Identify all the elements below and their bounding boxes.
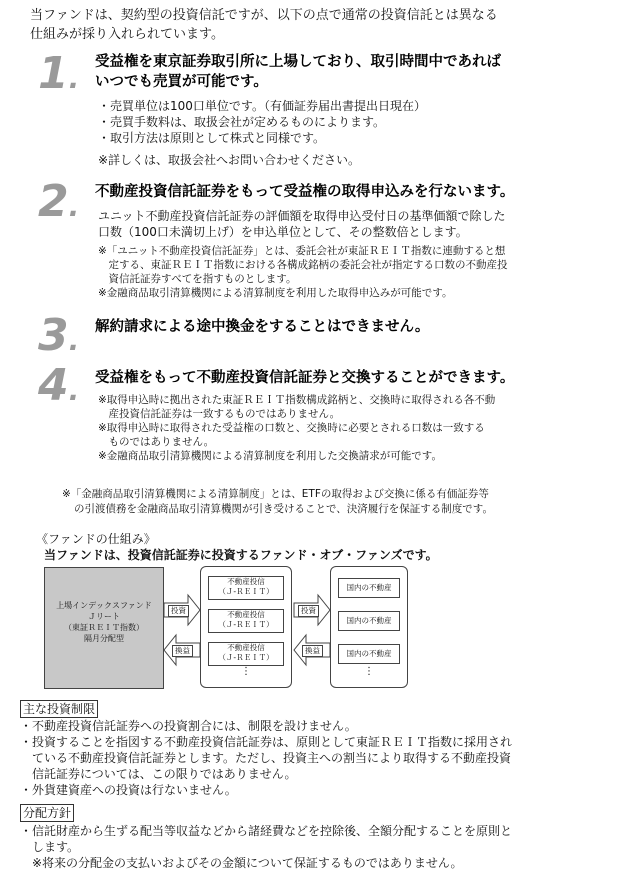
- point-2-notes: ※「ユニット不動産投資信託証券」とは、委託会社が東証ＲＥＩＴ指数に連動すると想 定する、東証ＲＥＩＴ指数における各構成銘柄の委託会社が指定する口数の不動産投 資信託証券すべてを指すものとします。 ※金融商品取引清算機関による清算制度を利用した取得申込みが可能です。: [98, 245, 508, 299]
- restrictions-title: 主な投資制限: [20, 700, 98, 718]
- point-2-heading: 不動産投資信託証券をもって受益権の取得申込みを行ないます。: [95, 184, 515, 200]
- reit-cell: 不動産投信 （Ｊ-ＲＥＩＴ）: [208, 576, 284, 600]
- point-1-bullets: ・売買単位は100口単位です。（有価証券届出書提出日現在） ・売買手数料は、取扱会社が定めるものによります。 ・取引方法は原則として株式と同様です。: [98, 99, 426, 145]
- intro-text: 当ファンドは、契約型の投資信託ですが、以下の点で通常の投資信託とは異なる 仕組みが採り入れられています。: [30, 8, 498, 42]
- restrictions-list: ・不動産投資信託証券への投資割合には、制限を設けません。 ・投資することを指図する不動産投資信託証券は、原則として東証ＲＥＩＴ指数に採用され ている不動産投資信託証券とします。ただし、投資主への割当により取得する不動産投資 信託証券については、この限りではありません。 ・外貨建資産への投資は行ないません。: [20, 719, 513, 797]
- fund-reit-arrows: [162, 565, 202, 690]
- invest-label-1: 投資: [168, 605, 189, 617]
- point-1-heading: 受益権を東京証券取引所に上場しており、取引時間中であれば いつでも売買が可能です。: [95, 54, 501, 90]
- clearing-footnote: ※「金融商品取引清算機関による清算制度」とは、ETFの取得および交換に係る有価証券等 の引渡債務を金融商品取引清算機関が引き受けることで、決済履行を保証する制度です。: [62, 488, 493, 515]
- reit-property-arrows: [292, 565, 332, 690]
- invest-label-2: 投資: [298, 605, 319, 617]
- property-cell: 国内の不動産: [338, 578, 400, 598]
- distribution-list: ・信託財産から生ずる配当等収益などから諸経費などを控除後、全額分配することを原則と します。 ※将来の分配金の支払いおよびその金額について保証するものではありません。: [20, 824, 513, 870]
- point-number-4: 4.: [38, 360, 80, 411]
- reit-dots: ⋮: [241, 666, 251, 677]
- dividend-label-1: 換益: [172, 645, 193, 657]
- distribution-title: 分配方針: [20, 804, 74, 822]
- point-4-notes: ※取得申込時に拠出された東証ＲＥＩＴ指数構成銘柄と、交換時に取得される各不動 産投資信託証券は一致するものではありません。 ※取得申込時に取得された受益権の口数と、交換時に必要とされる口数は一致する ものではありません。 ※金融商品取引清算機関による清算制度を利用した交換請求が可能です。: [98, 394, 496, 462]
- scheme-title: 《ファンドの仕組み》: [36, 532, 156, 546]
- point-number-3: 3.: [38, 310, 80, 361]
- point-number-2: 2.: [38, 176, 80, 227]
- property-cell: 国内の不動産: [338, 611, 400, 631]
- point-4-heading: 受益権をもって不動産投資信託証券と交換することができます。: [95, 370, 515, 386]
- fund-box: 上場インデックスファンド Ｊリート （東証ＲＥＩＴ指数） 隔月分配型: [44, 567, 164, 689]
- dividend-label-2: 換益: [302, 645, 323, 657]
- reit-cell: 不動産投信 （Ｊ-ＲＥＩＴ）: [208, 609, 284, 633]
- point-1-note: ※詳しくは、取扱会社へお問い合わせください。: [98, 153, 361, 167]
- property-dots: ⋮: [364, 666, 374, 677]
- point-3-heading: 解約請求による途中換金をすることはできません。: [95, 319, 430, 335]
- scheme-subtitle: 当ファンドは、投資信託証券に投資するファンド・オブ・ファンズです。: [44, 548, 438, 562]
- reit-cell: 不動産投信 （Ｊ-ＲＥＩＴ）: [208, 642, 284, 666]
- property-cell: 国内の不動産: [338, 644, 400, 664]
- point-number-1: 1.: [38, 48, 80, 99]
- point-2-body: ユニット不動産投資信託証券の評価額を取得申込受付日の基準価額で除した 口数（100口未満切上げ）を申込単位として、その整数倍とします。: [98, 209, 506, 239]
